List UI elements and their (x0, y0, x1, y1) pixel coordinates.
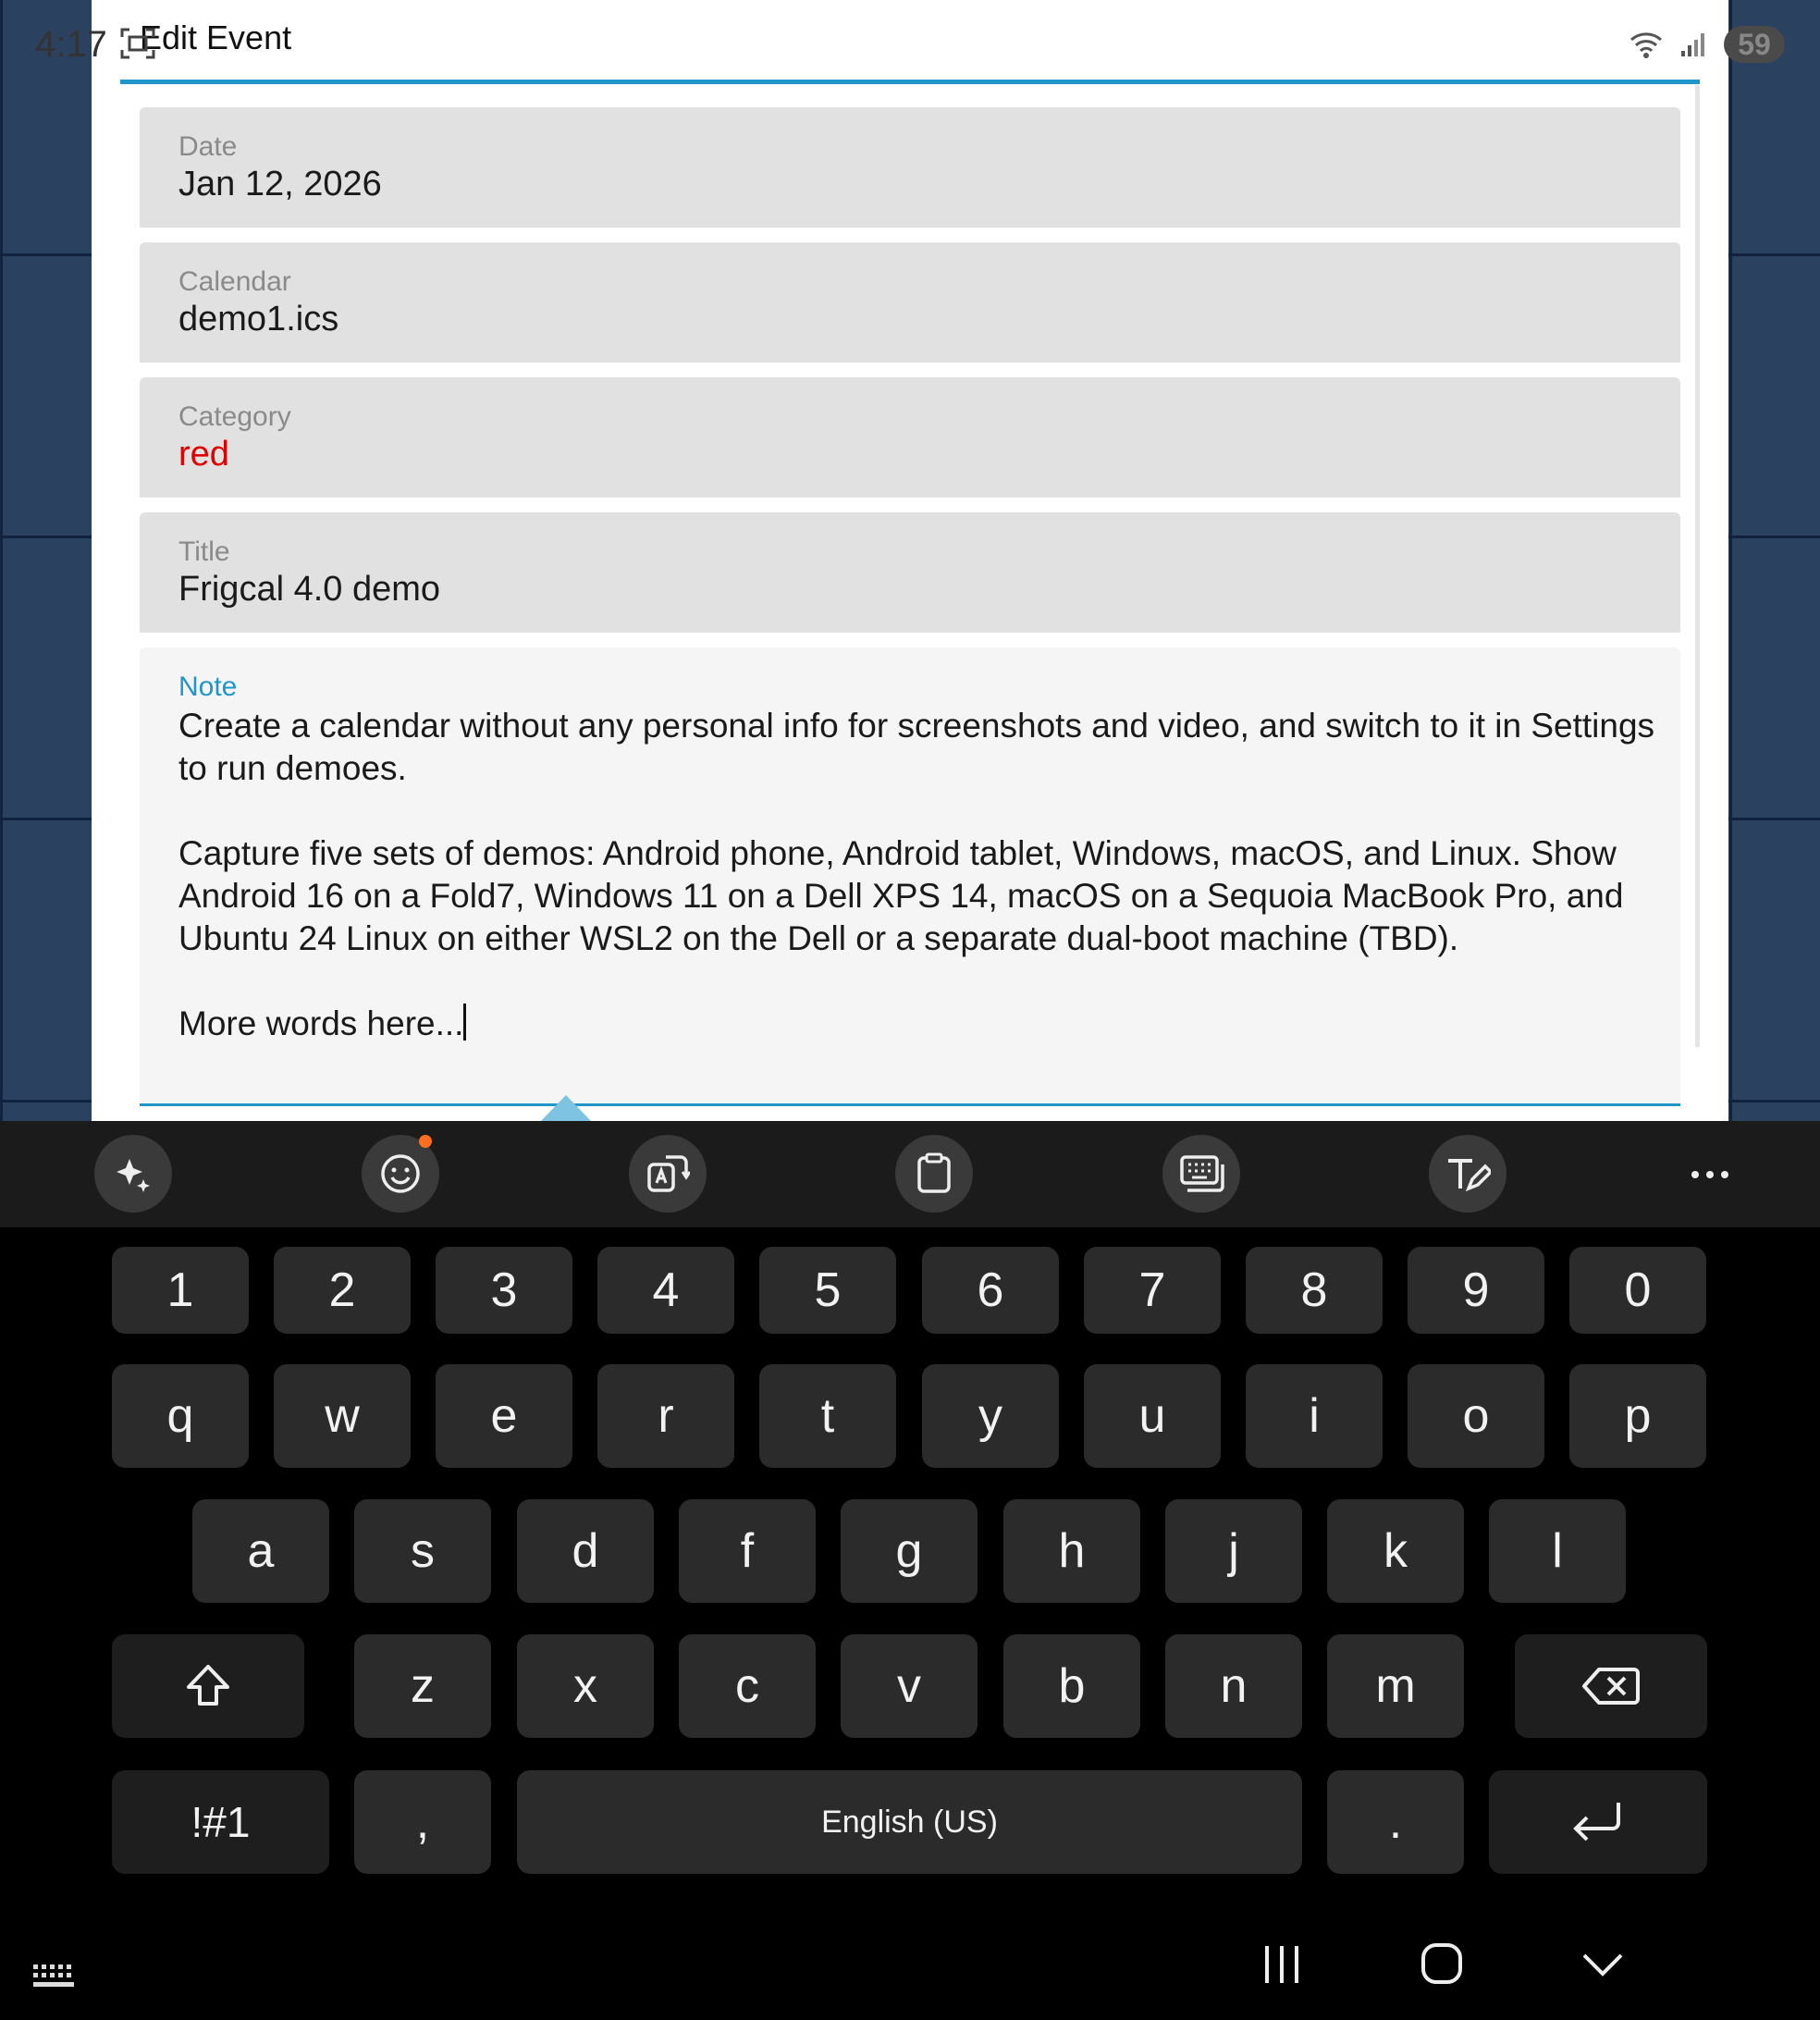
key-6[interactable]: 6 (922, 1247, 1059, 1334)
key-v[interactable]: v (841, 1634, 978, 1738)
title-value: Frigcal 4.0 demo (178, 570, 441, 609)
key-f[interactable]: f (679, 1499, 816, 1603)
keyboard-mode-icon[interactable] (1162, 1135, 1240, 1213)
key-m[interactable]: m (1327, 1634, 1464, 1738)
key-4[interactable]: 4 (597, 1247, 734, 1334)
key-p[interactable]: p (1569, 1364, 1706, 1468)
recents-icon[interactable] (1261, 1944, 1302, 1985)
backspace-icon (1582, 1666, 1640, 1706)
keyboard (0, 1227, 1820, 1926)
note-text[interactable] (178, 705, 1658, 1045)
key-b[interactable]: b (1003, 1634, 1140, 1738)
enter-icon (1570, 1799, 1626, 1845)
battery-indicator: 59 (1724, 26, 1785, 63)
home-icon[interactable] (1420, 1942, 1463, 1985)
key-i[interactable]: i (1246, 1364, 1383, 1468)
note-underline (140, 1103, 1680, 1106)
key-7[interactable]: 7 (1084, 1247, 1221, 1334)
key-s[interactable]: s (354, 1499, 491, 1603)
period-key[interactable]: . (1327, 1770, 1464, 1874)
category-value: red (178, 435, 229, 474)
more-icon[interactable] (1689, 1161, 1731, 1189)
calendar-field[interactable] (140, 242, 1680, 363)
key-3[interactable]: 3 (436, 1247, 572, 1334)
wifi-icon (1629, 31, 1663, 58)
category-field[interactable] (140, 377, 1680, 498)
backspace-key[interactable] (1515, 1634, 1707, 1738)
shift-key[interactable] (112, 1634, 304, 1738)
keyboard-toolbar (0, 1121, 1820, 1227)
key-e[interactable]: e (436, 1364, 572, 1468)
notification-dot (419, 1135, 432, 1148)
calendar-value: demo1.ics (178, 300, 339, 339)
key-w[interactable]: w (274, 1364, 411, 1468)
dialog-title: Edit Event (140, 18, 292, 56)
ai-sparkle-icon[interactable] (94, 1135, 172, 1213)
key-o[interactable]: o (1408, 1364, 1544, 1468)
key-g[interactable]: g (841, 1499, 978, 1603)
navigation-bar (0, 1926, 1820, 2020)
space-key[interactable]: English (US) (517, 1770, 1302, 1874)
key-l[interactable]: l (1489, 1499, 1626, 1603)
key-j[interactable]: j (1165, 1499, 1302, 1603)
title-label: Title (178, 536, 230, 567)
key-z[interactable]: z (354, 1634, 491, 1738)
calendar-label: Calendar (178, 266, 291, 297)
key-n[interactable]: n (1165, 1634, 1302, 1738)
key-d[interactable]: d (517, 1499, 654, 1603)
collapse-keyboard-icon[interactable] (1581, 1952, 1624, 1977)
text-caret (463, 1004, 466, 1041)
key-y[interactable]: y (922, 1364, 1059, 1468)
date-label: Date (178, 131, 238, 162)
key-r[interactable]: r (597, 1364, 734, 1468)
key-2[interactable]: 2 (274, 1247, 411, 1334)
key-u[interactable]: u (1084, 1364, 1221, 1468)
key-q[interactable]: q (112, 1364, 249, 1468)
title-field[interactable] (140, 512, 1680, 633)
status-icons (1629, 26, 1785, 63)
keyboard-hide-icon[interactable] (31, 1963, 76, 1990)
key-9[interactable]: 9 (1408, 1247, 1544, 1334)
scrollbar[interactable] (1695, 85, 1700, 1047)
note-label: Note (178, 671, 238, 702)
clipboard-icon[interactable] (895, 1135, 973, 1213)
note-field[interactable] (140, 647, 1680, 1105)
enter-key[interactable] (1489, 1770, 1707, 1874)
comma-key[interactable]: , (354, 1770, 491, 1874)
key-h[interactable]: h (1003, 1499, 1140, 1603)
emoji-icon[interactable] (362, 1135, 439, 1213)
key-t[interactable]: t (759, 1364, 896, 1468)
title-divider (120, 80, 1700, 84)
key-x[interactable]: x (517, 1634, 654, 1738)
key-0[interactable]: 0 (1569, 1247, 1706, 1334)
key-8[interactable]: 8 (1246, 1247, 1383, 1334)
screenshot-icon (120, 26, 155, 61)
translate-icon[interactable] (629, 1135, 707, 1213)
shift-icon (183, 1661, 233, 1711)
key-a[interactable]: a (192, 1499, 329, 1603)
status-time: 4:17 (35, 24, 107, 65)
key-1[interactable]: 1 (112, 1247, 249, 1334)
key-c[interactable]: c (679, 1634, 816, 1738)
key-k[interactable]: k (1327, 1499, 1464, 1603)
symbols-key[interactable]: !#1 (112, 1770, 329, 1874)
category-label: Category (178, 401, 291, 432)
cursor-handle[interactable] (541, 1095, 591, 1121)
handwriting-icon[interactable] (1429, 1135, 1506, 1213)
key-5[interactable]: 5 (759, 1247, 896, 1334)
date-value: Jan 12, 2026 (178, 165, 382, 203)
note-value: Create a calendar without any personal info for screenshots and video, and switch to it in Settings to run demoes. Capture five sets of demos: Android phone, Android tablet, Windows, macOS, and Linux. Show Android 16 on a Fold7, Windows 11 on a Dell XPS 14, macOS on a Sequoia MacBook Pro, and Ubuntu 24 Linux on either WSL2 on the Dell or a separate dual-boot machine (TBD). More words here... (178, 707, 1655, 1042)
signal-icon (1679, 31, 1707, 58)
date-field[interactable] (140, 107, 1680, 228)
edit-event-dialog (92, 0, 1728, 1121)
